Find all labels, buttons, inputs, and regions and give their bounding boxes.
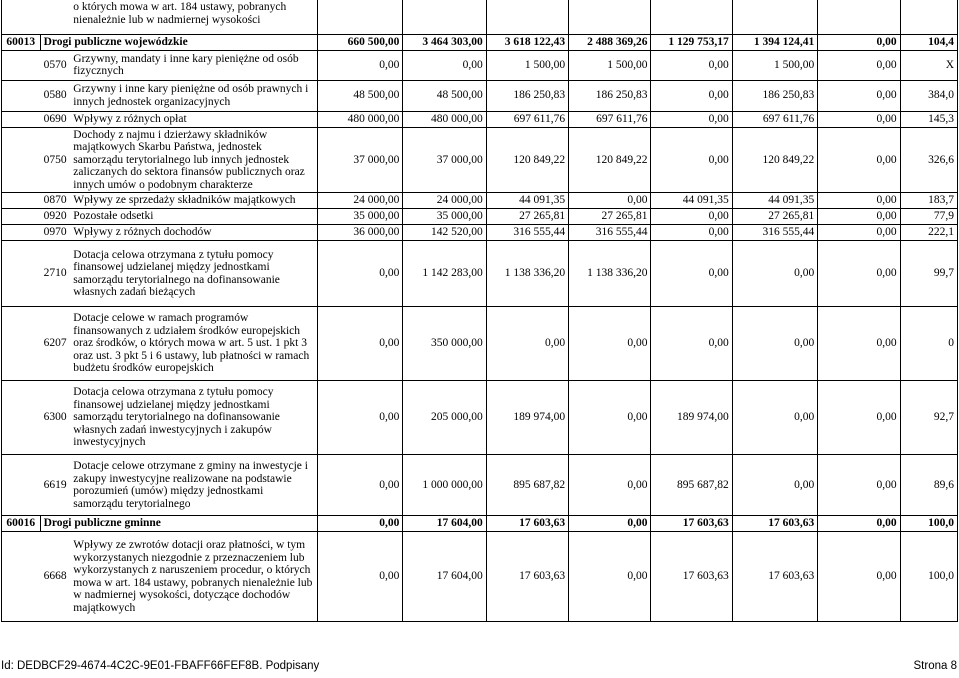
value-cell: 0,00 — [317, 381, 402, 455]
value-cell: 104,4 — [900, 34, 957, 50]
table-row — [2, 381, 958, 455]
item-description: Pozostałe odsetki — [70, 209, 317, 225]
value-cell: 1 000 000,00 — [403, 455, 486, 516]
item-code: 6619 — [40, 455, 70, 516]
value-cell: 1 500,00 — [732, 50, 817, 80]
value-cell: 0,00 — [651, 50, 732, 80]
item-description: Dotacje celowe w ramach programów finansowanych z udziałem środków europejskich oraz środków, o których mowa w art. 5 ust. 1 pkt 3 oraz ust. 3 pkt 5 i 6 ustawy, lub płatności w ramach budżetu środków europejskich — [70, 307, 317, 381]
value-cell: 1 500,00 — [569, 50, 651, 80]
item-description: Wpływy ze zwrotów dotacji oraz płatności, w tym wykorzystanych niezgodnie z przeznaczeniem lub wykorzystanych z naruszeniem procedur, o których mowa w art. 184 ustawy, pobranych nienależnie lub w nadmiernej wysokości, dotyczące dochodów majątkowych — [70, 532, 317, 622]
document-id: Id: DEDBCF29-4674-4C2C-9E01-FBAFF66FEF8B. Podpisany — [1, 660, 320, 672]
value-cell: 0,00 — [569, 532, 651, 622]
page-number: Strona 8 — [913, 660, 957, 672]
table-row — [2, 111, 958, 127]
value-cell: 3 464 303,00 — [403, 34, 486, 50]
value-cell: 89,6 — [900, 455, 957, 516]
value-cell: 0,00 — [569, 455, 651, 516]
item-code: 0750 — [40, 127, 70, 193]
item-code: 2710 — [40, 241, 70, 307]
value-cell: 0,00 — [317, 241, 402, 307]
value-cell: 0,00 — [818, 241, 900, 307]
value-cell: 0,00 — [818, 532, 900, 622]
value-cell: 0,00 — [818, 50, 900, 80]
value-cell: 17 604,00 — [403, 516, 486, 532]
value-cell: 35 000,00 — [317, 209, 402, 225]
value-cell: 0,00 — [818, 225, 900, 241]
value-cell: 48 500,00 — [403, 80, 486, 111]
item-code: 6668 — [40, 532, 70, 622]
value-cell: 77,9 — [900, 209, 957, 225]
value-cell: 316 555,44 — [569, 225, 651, 241]
value-cell: 17 603,63 — [651, 532, 732, 622]
item-description: Wpływy ze sprzedaży składników majątkowych — [70, 193, 317, 209]
value-cell: 0,00 — [317, 516, 402, 532]
value-cell: 205 000,00 — [403, 381, 486, 455]
value-cell: 183,7 — [900, 193, 957, 209]
table-row — [2, 80, 958, 111]
value-cell: 145,3 — [900, 111, 957, 127]
value-cell: 189 974,00 — [486, 381, 568, 455]
value-cell: X — [900, 50, 957, 80]
item-description: Dotacja celowa otrzymana z tytułu pomocy finansowej udzielanej między jednostkami samorządu terytorialnego na dofinansowanie własnych zadań bieżących — [70, 241, 317, 307]
value-cell: 44 091,35 — [486, 193, 568, 209]
value-cell: 0,00 — [569, 381, 651, 455]
value-cell: 384,0 — [900, 80, 957, 111]
value-cell: 0,00 — [651, 111, 732, 127]
section-row — [2, 516, 958, 532]
value-cell: 316 555,44 — [486, 225, 568, 241]
value-cell: 480 000,00 — [403, 111, 486, 127]
item-code: 0690 — [40, 111, 70, 127]
item-description: Wpływy z różnych opłat — [70, 111, 317, 127]
item-code: 6207 — [40, 307, 70, 381]
value-cell: 0,00 — [317, 532, 402, 622]
value-cell: 0,00 — [651, 127, 732, 193]
value-cell: 895 687,82 — [486, 455, 568, 516]
section-code: 60013 — [2, 34, 41, 50]
value-cell: 3 618 122,43 — [486, 34, 568, 50]
table-row — [2, 209, 958, 225]
value-cell: 222,1 — [900, 225, 957, 241]
value-cell: 0,00 — [569, 307, 651, 381]
value-cell: 1 138 336,20 — [486, 241, 568, 307]
item-description: Grzywny, mandaty i inne kary pieniężne od osób fizycznych — [70, 50, 317, 80]
value-cell: 0,00 — [651, 225, 732, 241]
value-cell: 186 250,83 — [486, 80, 568, 111]
value-cell: 2 488 369,26 — [569, 34, 651, 50]
table-row — [2, 127, 958, 193]
value-cell: 92,7 — [900, 381, 957, 455]
value-cell: 0,00 — [403, 50, 486, 80]
table-row — [2, 193, 958, 209]
value-cell: 0,00 — [818, 111, 900, 127]
value-cell: 0,00 — [732, 241, 817, 307]
item-code: 0870 — [40, 193, 70, 209]
value-cell: 48 500,00 — [317, 80, 402, 111]
item-code: 0570 — [40, 50, 70, 80]
value-cell: 1 129 753,17 — [651, 34, 732, 50]
value-cell: 37 000,00 — [317, 127, 402, 193]
value-cell: 120 849,22 — [732, 127, 817, 193]
table-row — [2, 225, 958, 241]
value-cell: 1 142 283,00 — [403, 241, 486, 307]
value-cell: 0,00 — [317, 50, 402, 80]
table-row — [2, 307, 958, 381]
value-cell: 0,00 — [818, 209, 900, 225]
value-cell: 17 603,63 — [486, 516, 568, 532]
item-description: Dochody z najmu i dzierżawy składników majątkowych Skarbu Państwa, jednostek samorządu terytorialnego lub innych jednostek zaliczanych do sektora finansów publicznych oraz innych umów o podobnym charakterze — [70, 127, 317, 193]
value-cell: 17 603,63 — [732, 532, 817, 622]
value-cell: 0,00 — [818, 381, 900, 455]
value-cell: 0,00 — [818, 307, 900, 381]
section-code: 60016 — [2, 516, 41, 532]
value-cell: 186 250,83 — [569, 80, 651, 111]
value-cell: 189 974,00 — [651, 381, 732, 455]
value-cell: 142 520,00 — [403, 225, 486, 241]
value-cell: 35 000,00 — [403, 209, 486, 225]
value-cell: 326,6 — [900, 127, 957, 193]
value-cell: 697 611,76 — [732, 111, 817, 127]
value-cell: 480 000,00 — [317, 111, 402, 127]
value-cell: 17 603,63 — [732, 516, 817, 532]
value-cell: 0,00 — [818, 80, 900, 111]
value-cell: 1 138 336,20 — [569, 241, 651, 307]
table-row — [2, 50, 958, 80]
value-cell: 0,00 — [651, 307, 732, 381]
revenue-table — [1, 0, 958, 622]
value-cell: 350 000,00 — [403, 307, 486, 381]
value-cell: 100,0 — [900, 532, 957, 622]
top-fragment: o których mowa w art. 184 ustawy, pobranych nienależnie lub w nadmiernej wysokości — [70, 0, 317, 34]
value-cell: 0,00 — [651, 209, 732, 225]
value-cell: 37 000,00 — [403, 127, 486, 193]
value-cell: 0,00 — [651, 80, 732, 111]
value-cell: 27 265,81 — [569, 209, 651, 225]
value-cell: 44 091,35 — [651, 193, 732, 209]
item-code: 6300 — [40, 381, 70, 455]
table-row — [2, 532, 958, 622]
value-cell: 0,00 — [651, 241, 732, 307]
section-name: Drogi publiczne gminne — [40, 516, 317, 532]
item-description: Wpływy z różnych dochodów — [70, 225, 317, 241]
page-footer — [1, 660, 957, 672]
section-row — [2, 34, 958, 50]
value-cell: 697 611,76 — [486, 111, 568, 127]
value-cell: 0,00 — [569, 193, 651, 209]
item-description: Dotacje celowe otrzymane z gminy na inwestycje i zakupy inwestycyjne realizowane na podstawie porozumień (umów) między jednostkami samorządu terytorialnego — [70, 455, 317, 516]
item-code: 0920 — [40, 209, 70, 225]
value-cell: 27 265,81 — [486, 209, 568, 225]
value-cell: 27 265,81 — [732, 209, 817, 225]
item-code: 0970 — [40, 225, 70, 241]
value-cell: 24 000,00 — [317, 193, 402, 209]
item-description: Grzywny i inne kary pieniężne od osób prawnych i innych jednostek organizacyjnych — [70, 80, 317, 111]
value-cell: 0,00 — [732, 381, 817, 455]
value-cell: 0,00 — [818, 193, 900, 209]
value-cell: 0 — [900, 307, 957, 381]
value-cell: 0,00 — [818, 455, 900, 516]
value-cell: 17 604,00 — [403, 532, 486, 622]
value-cell: 0,00 — [569, 516, 651, 532]
value-cell: 0,00 — [818, 516, 900, 532]
value-cell: 697 611,76 — [569, 111, 651, 127]
value-cell: 36 000,00 — [317, 225, 402, 241]
value-cell: 0,00 — [818, 127, 900, 193]
value-cell: 17 603,63 — [486, 532, 568, 622]
value-cell: 100,0 — [900, 516, 957, 532]
table-row — [2, 241, 958, 307]
value-cell: 186 250,83 — [732, 80, 817, 111]
value-cell: 17 603,63 — [651, 516, 732, 532]
value-cell: 660 500,00 — [317, 34, 402, 50]
value-cell: 316 555,44 — [732, 225, 817, 241]
value-cell: 1 500,00 — [486, 50, 568, 80]
value-cell: 895 687,82 — [651, 455, 732, 516]
item-code: 0580 — [40, 80, 70, 111]
value-cell: 0,00 — [317, 455, 402, 516]
value-cell: 0,00 — [317, 307, 402, 381]
item-description: Dotacja celowa otrzymana z tytułu pomocy finansowej udzielanej między jednostkami samorządu terytorialnego na dofinansowanie własnych zadań inwestycyjnych i zakupów inwestycyjnych — [70, 381, 317, 455]
table-row — [2, 455, 958, 516]
value-cell: 0,00 — [486, 307, 568, 381]
value-cell: 0,00 — [732, 307, 817, 381]
value-cell: 99,7 — [900, 241, 957, 307]
value-cell: 44 091,35 — [732, 193, 817, 209]
value-cell: 24 000,00 — [403, 193, 486, 209]
value-cell: 0,00 — [732, 455, 817, 516]
value-cell: 1 394 124,41 — [732, 34, 817, 50]
value-cell: 120 849,22 — [569, 127, 651, 193]
value-cell: 120 849,22 — [486, 127, 568, 193]
value-cell: 0,00 — [818, 34, 900, 50]
section-name: Drogi publiczne wojewódzkie — [40, 34, 317, 50]
